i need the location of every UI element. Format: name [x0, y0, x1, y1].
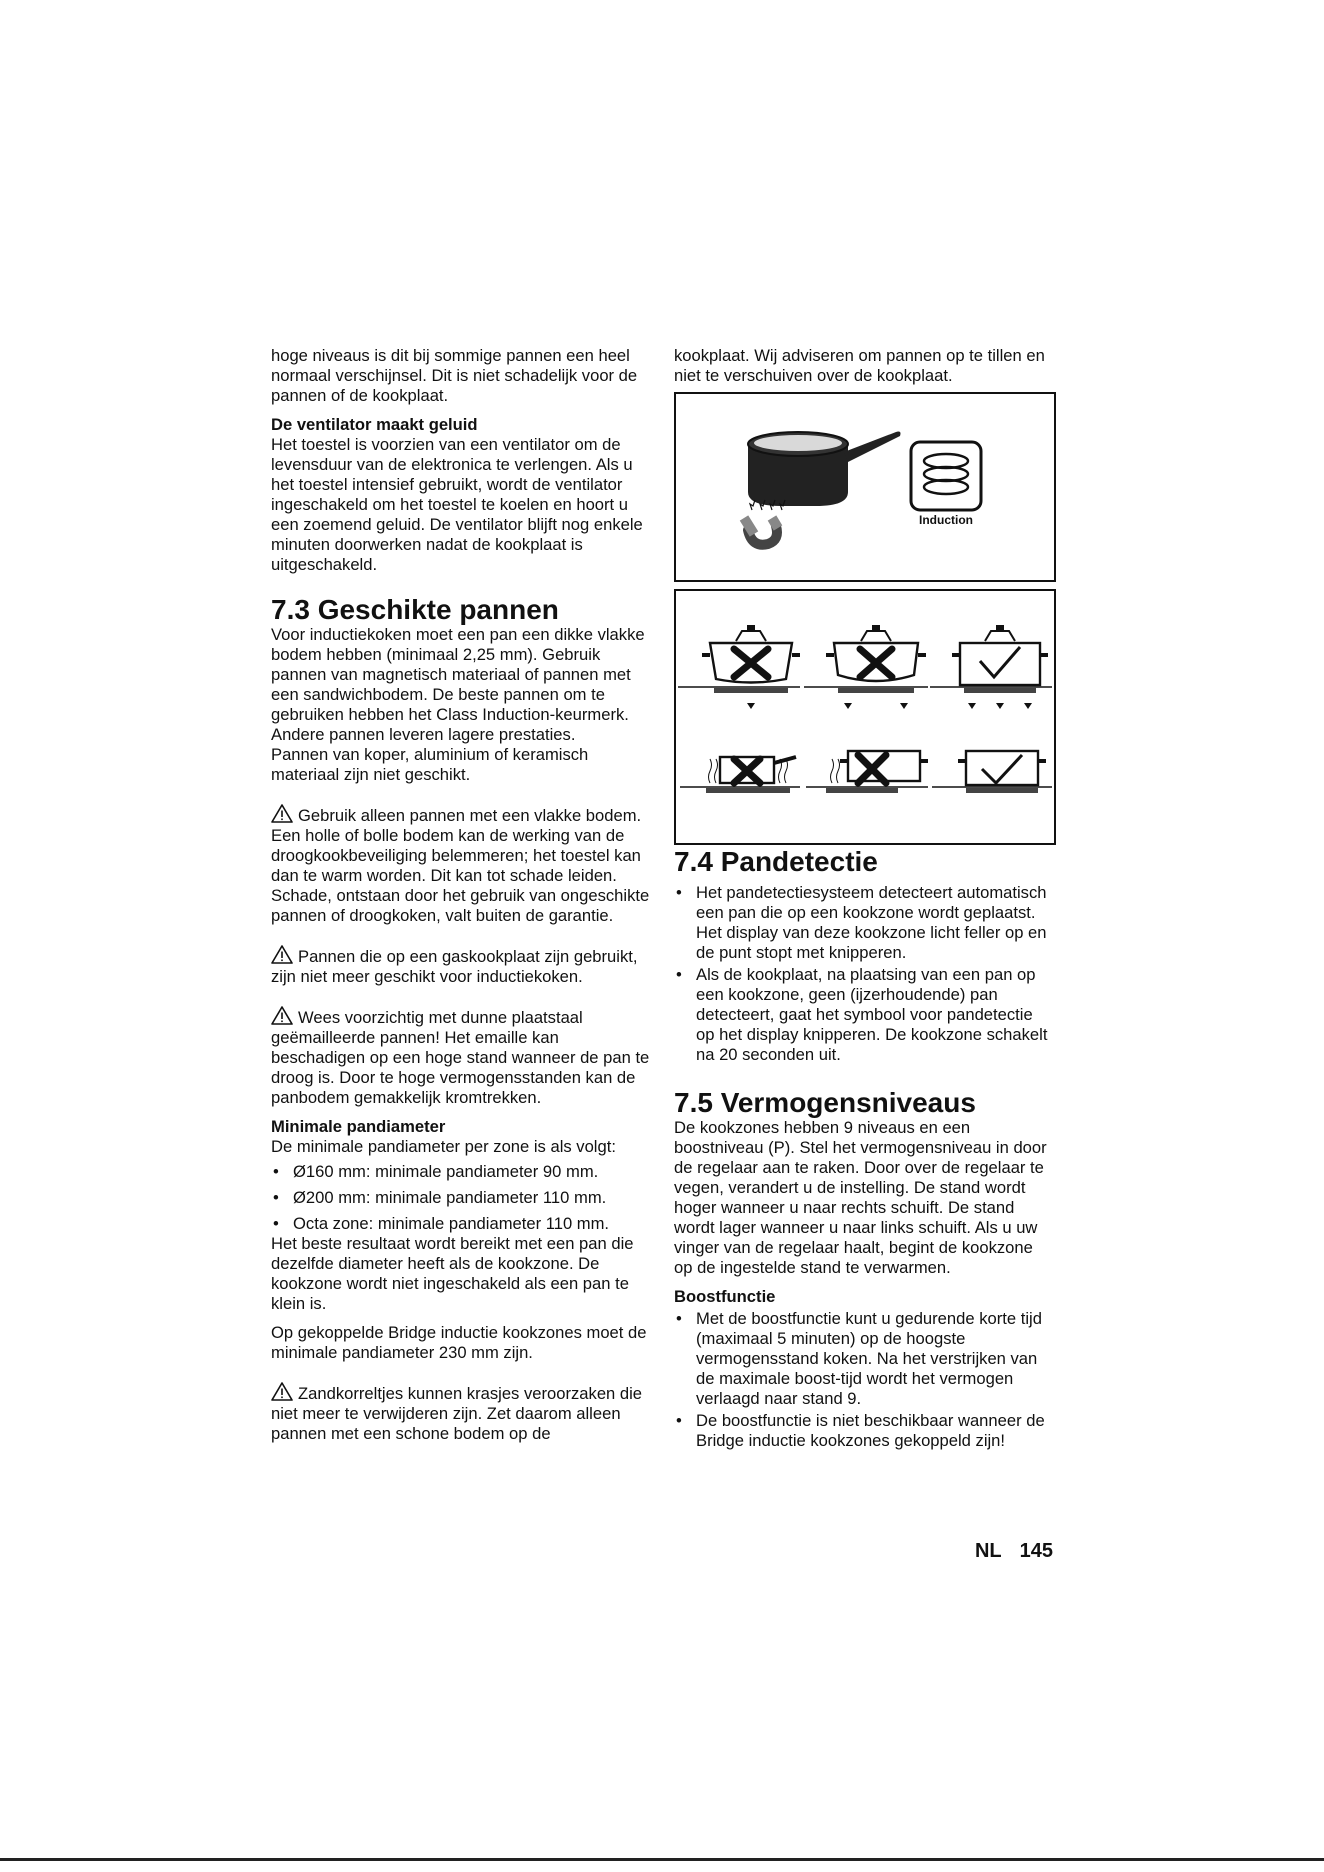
induction-label: Induction	[919, 513, 973, 527]
warning-sand	[271, 1382, 656, 1444]
min-diameter-list	[271, 1162, 656, 1234]
right-column-bottom	[674, 846, 1054, 1451]
section-title-7-5: 7.5 Vermogensniveaus	[674, 1087, 976, 1118]
warning-icon	[271, 1382, 293, 1401]
list-item: • Als de kookplaat, na plaatsing van een pan op een kookzone, geen (ijzerhoudende) pan detecteert, gaat het symbool voor pandetectie op het display knipperen. De kookzone schakelt na 20 seconden uit.	[674, 965, 1054, 1065]
pan-too-small	[680, 757, 800, 793]
pan-suitability-illustration	[674, 589, 1056, 845]
pans-paragraph: Voor inductiekoken moet een pan een dikke vlakke bodem hebben (minimaal 2,25 mm). Gebruik pannen van magnetisch materiaal of pannen met een sandwichbodem. De beste pannen om te gebruiken hebben het Class Induction-keurmerk. Andere pannen leveren lagere prestaties.	[271, 625, 645, 744]
power-levels-paragraph: De kookzones hebben 9 niveaus en een boostniveau (P). Stel het vermogensniveau in door de regelaar aan te raken. Door over de regelaar te vegen, verandert u de instelling. De stand wordt hoger wanneer u naar rechts schuift. De stand wordt lager wanneer u naar links schuift. Als u uw vinger van de regelaar haalt, begint de kookzone op de ingestelde stand te verwarmen.	[674, 1118, 1047, 1277]
section-title-7-3: 7.3 Geschikte pannen	[271, 594, 559, 625]
pot-convex-bottom	[804, 625, 928, 709]
left-column	[271, 346, 656, 1444]
pan-off-center	[806, 751, 928, 793]
induction-illustration	[674, 392, 1056, 582]
pan-detection-list	[674, 883, 1054, 1065]
boost-list	[674, 1309, 1054, 1451]
warning-icon	[271, 804, 293, 823]
boost-heading: Boostfunctie	[674, 1287, 776, 1306]
warning-gas-pans	[271, 945, 656, 987]
warning-flat-bottom	[271, 804, 656, 926]
right-column-top	[674, 346, 1054, 386]
intro-paragraph: hoge niveaus is dit bij sommige pannen een heel normaal verschijnsel. Dit is niet schadelijk voor de pannen of de kookplaat.	[271, 346, 638, 405]
list-item: • Octa zone: minimale pandiameter 110 mm.	[271, 1214, 656, 1234]
page-number: 145	[1019, 1540, 1053, 1562]
fan-heading: De ventilator maakt geluid	[271, 415, 478, 434]
min-diameter-intro: De minimale pandiameter per zone is als volgt:	[271, 1137, 616, 1156]
lift-pans-paragraph: kookplaat. Wij adviseren om pannen op te tillen en niet te verschuiven over de kookplaat.	[674, 346, 1045, 385]
bottom-divider	[0, 1858, 1324, 1861]
list-item: • Het pandetectiesysteem detecteert automatisch een pan die op een kookzone wordt geplaatst. Het display van deze kookzone licht feller op en de punt stopt met knipperen.	[674, 883, 1054, 963]
bridge-paragraph: Op gekoppelde Bridge inductie kookzones moet de minimale pandiameter 230 mm zijn.	[271, 1323, 647, 1362]
induction-pan-image	[676, 394, 1054, 580]
warning-flat-bottom-text: Gebruik alleen pannen met een vlakke bodem. Een holle of bolle bodem kan de werking van de droogkookbeveiliging belemmeren; het toestel kan dan te warm worden. Dit kan tot schade leiden. Schade, ontstaan door het gebruik van ongeschikte pannen of droogkoken, valt buiten de garantie.	[271, 806, 650, 925]
list-item: • Met de boostfunctie kunt u gedurende korte tijd (maximaal 5 minuten) op de hoogste vermogensstand koken. Na het verstrijken van de maximale boost-tijd wordt het vermogen verlaagd naar stand 9.	[674, 1309, 1054, 1409]
list-item: • Ø200 mm: minimale pandiameter 110 mm.	[271, 1188, 656, 1208]
pan-suitability-image	[676, 591, 1054, 843]
pot-concave-bottom	[678, 625, 800, 709]
list-item: • De boostfunctie is niet beschikbaar wanneer de Bridge inductie kookzones gekoppeld zijn!	[674, 1411, 1054, 1451]
pans-material-paragraph: Pannen van koper, aluminium of keramisch materiaal zijn niet geschikt.	[271, 745, 589, 784]
warning-sand-text: Zandkorreltjes kunnen krasjes veroorzaken die niet meer te verwijderen zijn. Zet daarom alleen pannen met een schone bodem op de	[271, 1384, 643, 1443]
warning-enamel-pans	[271, 1006, 656, 1108]
pan-correct-size	[932, 751, 1052, 793]
warning-icon	[271, 945, 293, 964]
language-code: NL	[974, 1540, 1002, 1562]
min-diameter-heading: Minimale pandiameter	[271, 1117, 446, 1136]
pot-flat-bottom	[930, 625, 1052, 709]
warning-icon	[271, 1006, 293, 1025]
fan-paragraph: Het toestel is voorzien van een ventilator om de levensduur van de elektronica te verlengen. Als u het toestel intensief gebruikt, wordt de ventilator ingeschakeld om het toestel te koelen en hoort u een zoemend geluid. De ventilator blijft nog enkele minuten doorwerken nadat de kookplaat is uitgeschakeld.	[271, 435, 643, 574]
page-footer	[975, 1540, 1053, 1563]
list-item: • Ø160 mm: minimale pandiameter 90 mm.	[271, 1162, 656, 1182]
min-diameter-after: Het beste resultaat wordt bereikt met een pan die dezelfde diameter heeft als de kookzone. De kookzone wordt niet ingeschakeld als een pan te klein is.	[271, 1234, 634, 1313]
warning-gas-pans-text: Pannen die op een gaskookplaat zijn gebruikt, zijn niet meer geschikt voor inductiekoken.	[271, 947, 638, 986]
warning-enamel-pans-text: Wees voorzichtig met dunne plaatstaal geëmailleerde pannen! Het emaille kan beschadigen op een hoge stand wanneer de pan te droog is. Door te hoge vermogensstanden kan de panbodem gemakkelijk kromtrekken.	[271, 1008, 650, 1107]
section-title-7-4: 7.4 Pandetectie	[674, 846, 878, 877]
